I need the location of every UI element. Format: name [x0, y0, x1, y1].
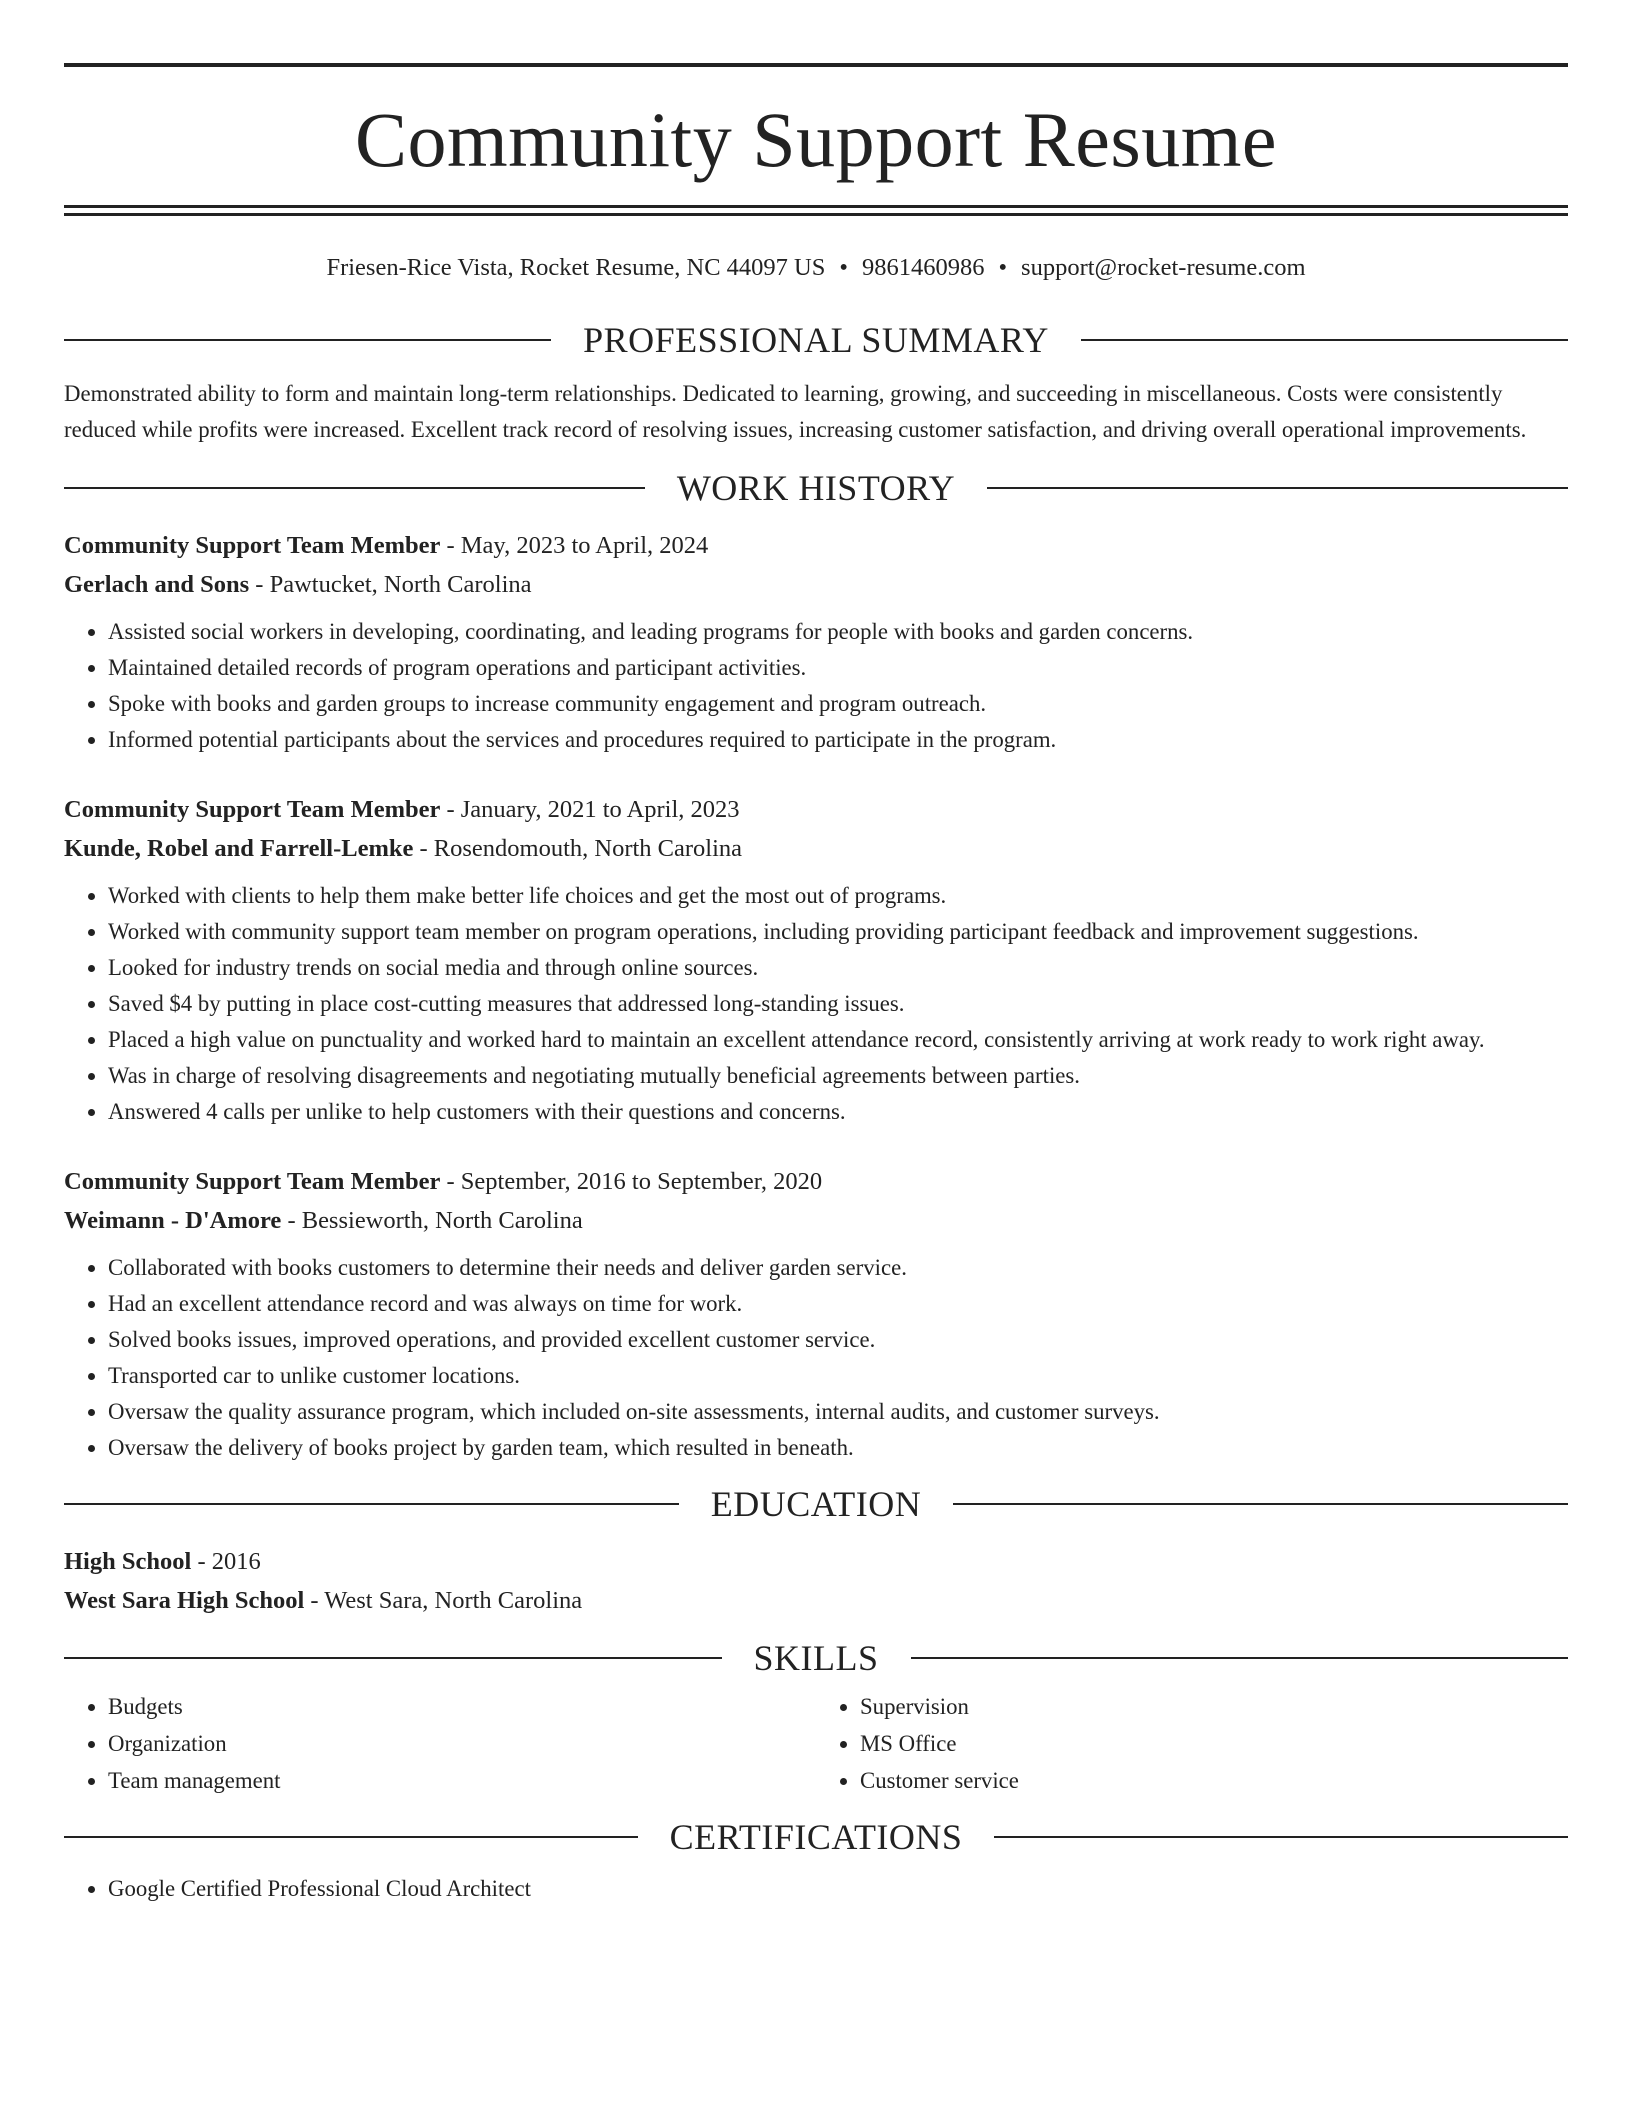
skills-column-right: [816, 1688, 1568, 1799]
list-item: • Worked with community support team member on program operations, including providing participant feedback and improvement suggestions.: [108, 914, 1568, 950]
heading-rule: [64, 487, 645, 489]
section-work-label: WORK HISTORY: [676, 468, 956, 508]
title-double-rule: [64, 205, 1568, 216]
list-item: • Was in charge of resolving disagreements and negotiating mutually beneficial agreements between parties.: [108, 1058, 1568, 1094]
contact-line: [64, 252, 1568, 284]
job-bullets: [64, 1250, 1568, 1466]
job-bullets: [64, 878, 1568, 1130]
list-item: • Worked with clients to help them make better life choices and get the most out of programs.: [108, 878, 1568, 914]
education-degree-line: [64, 1542, 1568, 1581]
skills-column-left: [64, 1688, 816, 1799]
list-item: • Customer service: [860, 1762, 1568, 1799]
list-item: • Team management: [108, 1762, 816, 1799]
job-dates: - May, 2023 to April, 2024: [440, 532, 709, 559]
job-location: - Rosendomouth, North Carolina: [413, 835, 743, 862]
heading-rule: [64, 1657, 722, 1659]
list-item: • Oversaw the quality assurance program, which included on-site assessments, internal audits, and customer surveys.: [108, 1394, 1568, 1430]
summary-text: Demonstrated ability to form and maintain long-term relationships. Dedicated to learning, growing, and succeeding in miscellaneous. Costs were consistently reduced while profits were increased. Excellent track record of resolving issues, increasing customer satisfaction, and driving overall operational improvements.: [64, 381, 1527, 442]
list-item: • Assisted social workers in developing, coordinating, and leading programs for people with books and garden concerns.: [108, 614, 1568, 650]
list-item: • Oversaw the delivery of books project by garden team, which resulted in beneath.: [108, 1430, 1568, 1466]
list-item: • Google Certified Professional Cloud Architect: [108, 1871, 1568, 1907]
top-rule: [64, 63, 1568, 67]
education-school-line: [64, 1581, 1568, 1620]
heading-rule: [1081, 339, 1568, 341]
skills-grid: [64, 1688, 1568, 1799]
education-year: - 2016: [191, 1548, 261, 1575]
list-item: • Informed potential participants about the services and procedures required to participate in the program.: [108, 722, 1568, 758]
resume-title: Community Support Resume: [354, 96, 1278, 183]
heading-rule: [64, 339, 551, 341]
job-company: Weimann - D'Amore: [64, 1207, 282, 1234]
section-skills-heading: [64, 1636, 1568, 1680]
job-title: Community Support Team Member: [64, 532, 441, 559]
job-entry: [64, 526, 1568, 758]
list-item: • Saved $4 by putting in place cost-cutting measures that addressed long-standing issues.: [108, 986, 1568, 1022]
list-item: • Budgets: [108, 1688, 816, 1725]
section-certifications-heading: [64, 1815, 1568, 1859]
education-location: - West Sara, North Carolina: [304, 1587, 583, 1614]
heading-rule: [987, 487, 1568, 489]
job-company: Gerlach and Sons: [64, 571, 250, 598]
section-education-label: EDUCATION: [710, 1484, 922, 1524]
job-title: Community Support Team Member: [64, 1168, 441, 1195]
contact-separator: •: [998, 254, 1008, 281]
list-item: • Supervision: [860, 1688, 1568, 1725]
job-entry: [64, 1162, 1568, 1466]
job-title-line: [64, 790, 1568, 829]
job-title-line: [64, 526, 1568, 565]
education-degree: High School: [64, 1548, 192, 1575]
job-company-line: [64, 1201, 1568, 1240]
contact-phone: 9861460986: [861, 254, 985, 281]
contact-separator: •: [839, 254, 848, 281]
list-item: • Placed a high value on punctuality and worked hard to maintain an excellent attendance record, consistently arriving at work ready to work right away.: [108, 1022, 1568, 1058]
contact-address: Friesen-Rice Vista, Rocket Resume, NC 44097 US: [326, 254, 826, 281]
list-item: • Had an excellent attendance record and was always on time for work.: [108, 1286, 1568, 1322]
education-entry: [64, 1542, 1568, 1620]
list-item: • Collaborated with books customers to determine their needs and deliver garden service.: [108, 1250, 1568, 1286]
section-education-heading: [64, 1482, 1568, 1526]
list-item: • Transported car to unlike customer locations.: [108, 1358, 1568, 1394]
job-location: - Pawtucket, North Carolina: [249, 571, 532, 598]
list-item: • Spoke with books and garden groups to increase community engagement and program outreach.: [108, 686, 1568, 722]
list-item: • MS Office: [860, 1725, 1568, 1762]
job-company: Kunde, Robel and Farrell-Lemke: [64, 835, 414, 862]
heading-rule: [64, 1503, 679, 1505]
job-company-line: [64, 829, 1568, 868]
heading-rule: [994, 1836, 1568, 1838]
education-school: West Sara High School: [64, 1587, 305, 1614]
heading-rule: [64, 1836, 638, 1838]
section-work-heading: [64, 466, 1568, 510]
job-dates: - September, 2016 to September, 2020: [440, 1168, 823, 1195]
heading-rule: [953, 1503, 1568, 1505]
section-skills-label: SKILLS: [753, 1638, 879, 1678]
section-summary-label: PROFESSIONAL SUMMARY: [583, 320, 1049, 360]
heading-rule: [911, 1657, 1569, 1659]
list-item: • Looked for industry trends on social media and through online sources.: [108, 950, 1568, 986]
job-location: - Bessieworth, North Carolina: [281, 1207, 583, 1234]
contact-email: support@rocket-resume.com: [1021, 254, 1306, 281]
job-dates: - January, 2021 to April, 2023: [440, 796, 740, 823]
section-certifications-label: CERTIFICATIONS: [669, 1817, 963, 1857]
list-item: • Maintained detailed records of program operations and participant activities.: [108, 650, 1568, 686]
job-title: Community Support Team Member: [64, 796, 441, 823]
job-company-line: [64, 565, 1568, 604]
list-item: • Answered 4 calls per unlike to help customers with their questions and concerns.: [108, 1094, 1568, 1130]
job-bullets: [64, 614, 1568, 758]
list-item: • Solved books issues, improved operations, and provided excellent customer service.: [108, 1322, 1568, 1358]
section-summary-heading: [64, 318, 1568, 362]
job-title-line: [64, 1162, 1568, 1201]
certifications-list: [64, 1871, 1568, 1907]
job-entry: [64, 790, 1568, 1130]
list-item: • Organization: [108, 1725, 816, 1762]
